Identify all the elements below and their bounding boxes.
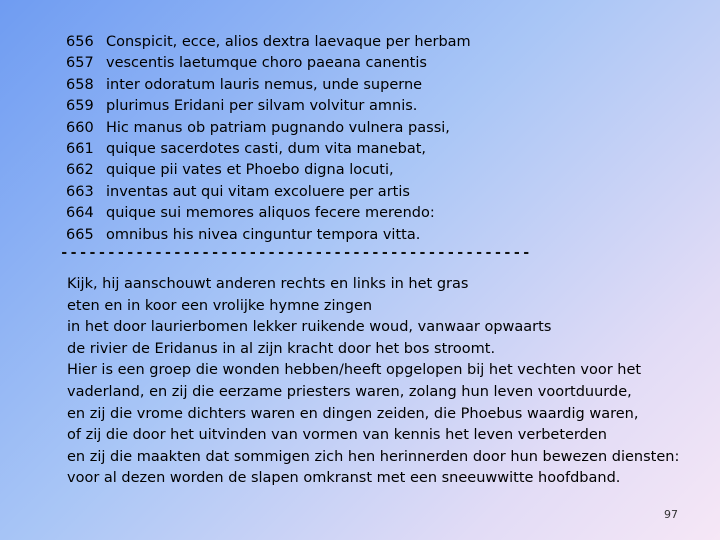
verse-line — [66, 225, 471, 246]
verse-line — [66, 75, 471, 96]
translation-line: en zij die vrome dichters waren en dingen zeiden, die Phoebus waardig waren, — [67, 405, 639, 422]
verse-line — [66, 139, 471, 160]
translation-line: de rivier de Eridanus in al zijn kracht door het bos stroomt. — [67, 340, 496, 357]
verse-text: plurimus Eridani per silvam volvitur amnis. — [106, 98, 418, 115]
verse-line — [66, 53, 471, 74]
verse-number: 659 — [66, 98, 94, 115]
translation-line: Hier is een groep die wonden hebben/heeft opgelopen bij het vechten voor het — [67, 362, 642, 379]
verse-text: quique pii vates et Phoebo digna locuti, — [106, 162, 394, 179]
verse-text: Conspicit, ecce, alios dextra laevaque per herbam — [106, 34, 471, 50]
translation-line: eten en in koor een vrolijke hymne zingen — [67, 297, 373, 314]
dutch-translation-block — [67, 274, 707, 490]
page-number: 97 — [664, 508, 678, 521]
translation-line: en zij die maakten dat sommigen zich hen herinnerden door hun bewezen diensten: — [67, 448, 680, 465]
verse-number: 656 — [66, 34, 94, 50]
translation-line: of zij die door het uitvinden van vormen van kennis het leven verbeterden — [67, 427, 607, 444]
verse-text: quique sacerdotes casti, dum vita manebat, — [106, 141, 426, 158]
translation-line: in het door laurierbomen lekker ruikende woud, vanwaar opwaarts — [67, 319, 552, 336]
verse-number: 658 — [66, 76, 94, 93]
verse-text: quique sui memores aliquos fecere merendo: — [106, 205, 435, 222]
verse-text: Hic manus ob patriam pugnando vulnera passi, — [106, 119, 450, 136]
verse-text: inter odoratum lauris nemus, unde superne — [106, 76, 423, 93]
verse-text: vescentis laetumque choro paeana canentis — [106, 55, 427, 72]
verse-number: 665 — [66, 226, 94, 243]
verse-number: 664 — [66, 205, 94, 222]
verse-line — [66, 32, 471, 53]
latin-verse-block — [66, 32, 471, 246]
verse-number: 661 — [66, 141, 94, 158]
verse-number: 663 — [66, 183, 94, 200]
verse-line — [66, 160, 471, 181]
verse-line — [66, 182, 471, 203]
verse-line — [66, 118, 471, 139]
verse-line — [66, 96, 471, 117]
verse-text: inventas aut qui vitam excoluere per artis — [106, 183, 410, 200]
translation-line: vaderland, en zij die eerzame priesters waren, zolang hun leven voortduurde, — [67, 383, 632, 400]
verse-line — [66, 203, 471, 224]
translation-line: Kijk, hij aanschouwt anderen rechts en links in het gras — [67, 276, 469, 292]
verse-number: 660 — [66, 119, 94, 136]
verse-number: 662 — [66, 162, 94, 179]
verse-number: 657 — [66, 55, 94, 72]
dashed-divider: -------------------------------------------------- — [60, 245, 532, 261]
verse-text: omnibus his nivea cinguntur tempora vitta. — [106, 226, 421, 243]
translation-line: voor al dezen worden de slapen omkranst met een sneeuwwitte hoofdband. — [67, 470, 621, 487]
